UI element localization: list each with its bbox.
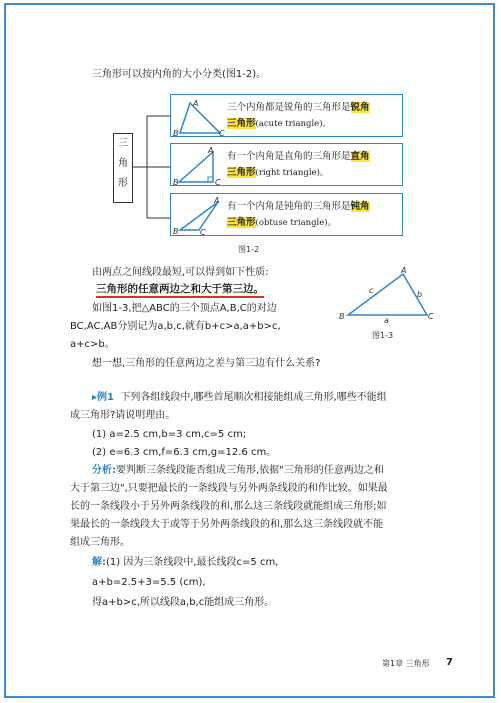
analysis-line3: 长的一条线段小于另外两条线段的和,那么这三条线段就能组成三角形;如: [70, 501, 387, 512]
triangle-classify-label: [113, 133, 133, 203]
english-term: (obtuse triangle)。: [255, 218, 337, 228]
acute-triangle-figure: [173, 97, 225, 137]
term-highlight: 三角形: [227, 118, 256, 129]
acute-triangle-box: [170, 94, 403, 137]
vertex-label: B: [339, 312, 345, 321]
analysis-label: 分析:: [92, 465, 116, 476]
label-char: 三: [118, 138, 128, 149]
english-term: (right triangle)。: [255, 168, 329, 178]
vertex-label: A: [401, 266, 407, 275]
right-triangle-figure: [173, 146, 225, 186]
figure-1-2-caption: 图1-2: [238, 245, 260, 254]
classification-bracket: [133, 110, 173, 230]
vertex-label: B: [173, 178, 179, 186]
side-label: b: [417, 290, 423, 299]
right-description: [227, 149, 370, 181]
vertex-label: C: [200, 228, 206, 236]
property-statement: [96, 283, 264, 296]
vertex-label: A: [193, 99, 199, 108]
obtuse-triangle-box: [170, 193, 403, 236]
vertex-label: A: [208, 146, 214, 155]
example-item-1: (1) a=2.5 cm,b=3 cm,c=5 cm;: [92, 429, 247, 440]
example-label: ▸例1: [92, 392, 114, 403]
analysis-line5: 组成三角形。: [70, 537, 130, 548]
term-highlight: 钝角: [350, 201, 370, 212]
example-label-text: 例1: [97, 392, 114, 403]
solution-line3: 得a+b>c,所以线段a,b,c能组成三角形。: [92, 597, 275, 608]
vertex-label: B: [173, 129, 179, 137]
vertex-label: C: [428, 312, 434, 321]
side-label: c: [369, 286, 374, 295]
footer-chapter: 第1章 三角形: [382, 659, 430, 668]
analysis-text: 要判断三条线段能否组成三角形,依据"三角形的任意两边之和: [116, 465, 384, 476]
english-term: (acute triangle)。: [255, 119, 332, 129]
para2-line3: a+c>b。: [70, 339, 115, 350]
analysis-line1: [92, 464, 384, 477]
para1-text: 由两点之间线段最短,可以得到如下性质:: [92, 267, 269, 278]
example-1-line2: 成三角形?请说明理由。: [70, 410, 176, 421]
example-item-2: (2) e=6.3 cm,f=6.3 cm,g=12.6 cm。: [92, 447, 277, 458]
para2-line1: 如图1-3,把△ABC的三个顶点A,B,C的对边: [92, 303, 277, 314]
vertex-label: A: [214, 196, 220, 205]
analysis-line4: 果最长的一条线段大于或等于另外两条线段的和,那么这三条线段就不能: [70, 519, 384, 530]
solution-line1: [92, 556, 278, 569]
think-question: 想一想,三角形的任意两边之差与第三边有什么关系?: [92, 358, 321, 369]
property-text: 三角形的任意两边之和大于第三边。: [96, 283, 264, 298]
intro-text: 三角形可以按内角的大小分类(图1-2)。: [92, 69, 267, 80]
obtuse-description: [227, 199, 370, 231]
solution-label: 解:: [92, 557, 106, 568]
term-highlight: 直角: [350, 151, 370, 162]
term-highlight: 三角形: [227, 217, 256, 228]
solution-text: (1) 因为三条线段中,最长线段c=5 cm,: [106, 557, 279, 568]
example-1-line1: [92, 391, 387, 404]
term-highlight: 三角形: [227, 167, 256, 178]
para2-line2: BC,AC,AB分别记为a,b,c,就有b+c>a,a+b>c,: [70, 321, 281, 332]
desc-text: 有一个内角是钝角的三角形是: [227, 201, 351, 212]
label-char: 形: [118, 178, 128, 189]
analysis-line2: 大于第三边",只要把最长的一条线段与另外两条线段的和作比较。如果最: [70, 483, 388, 494]
page-number: 7: [446, 657, 453, 668]
vertex-label: B: [173, 227, 179, 236]
acute-description: [227, 100, 370, 132]
figure-1-3-triangle: [338, 264, 438, 324]
vertex-label: C: [215, 178, 221, 186]
side-label: a: [384, 316, 389, 324]
figure-1-3-caption: 图1-3: [372, 331, 394, 340]
desc-text: 有一个内角是直角的三角形是: [227, 151, 351, 162]
solution-line2: a+b=2.5+3=5.5 (cm),: [92, 577, 206, 588]
obtuse-triangle-figure: [173, 196, 225, 236]
example-question: 下列各组线段中,哪些首尾顺次相接能组成三角形,哪些不能组: [120, 392, 387, 403]
term-highlight: 锐角: [350, 102, 370, 113]
desc-text: 三个内角都是锐角的三角形是: [227, 102, 351, 113]
label-char: 角: [118, 158, 128, 169]
right-triangle-box: [170, 143, 403, 186]
vertex-label: C: [219, 129, 225, 137]
